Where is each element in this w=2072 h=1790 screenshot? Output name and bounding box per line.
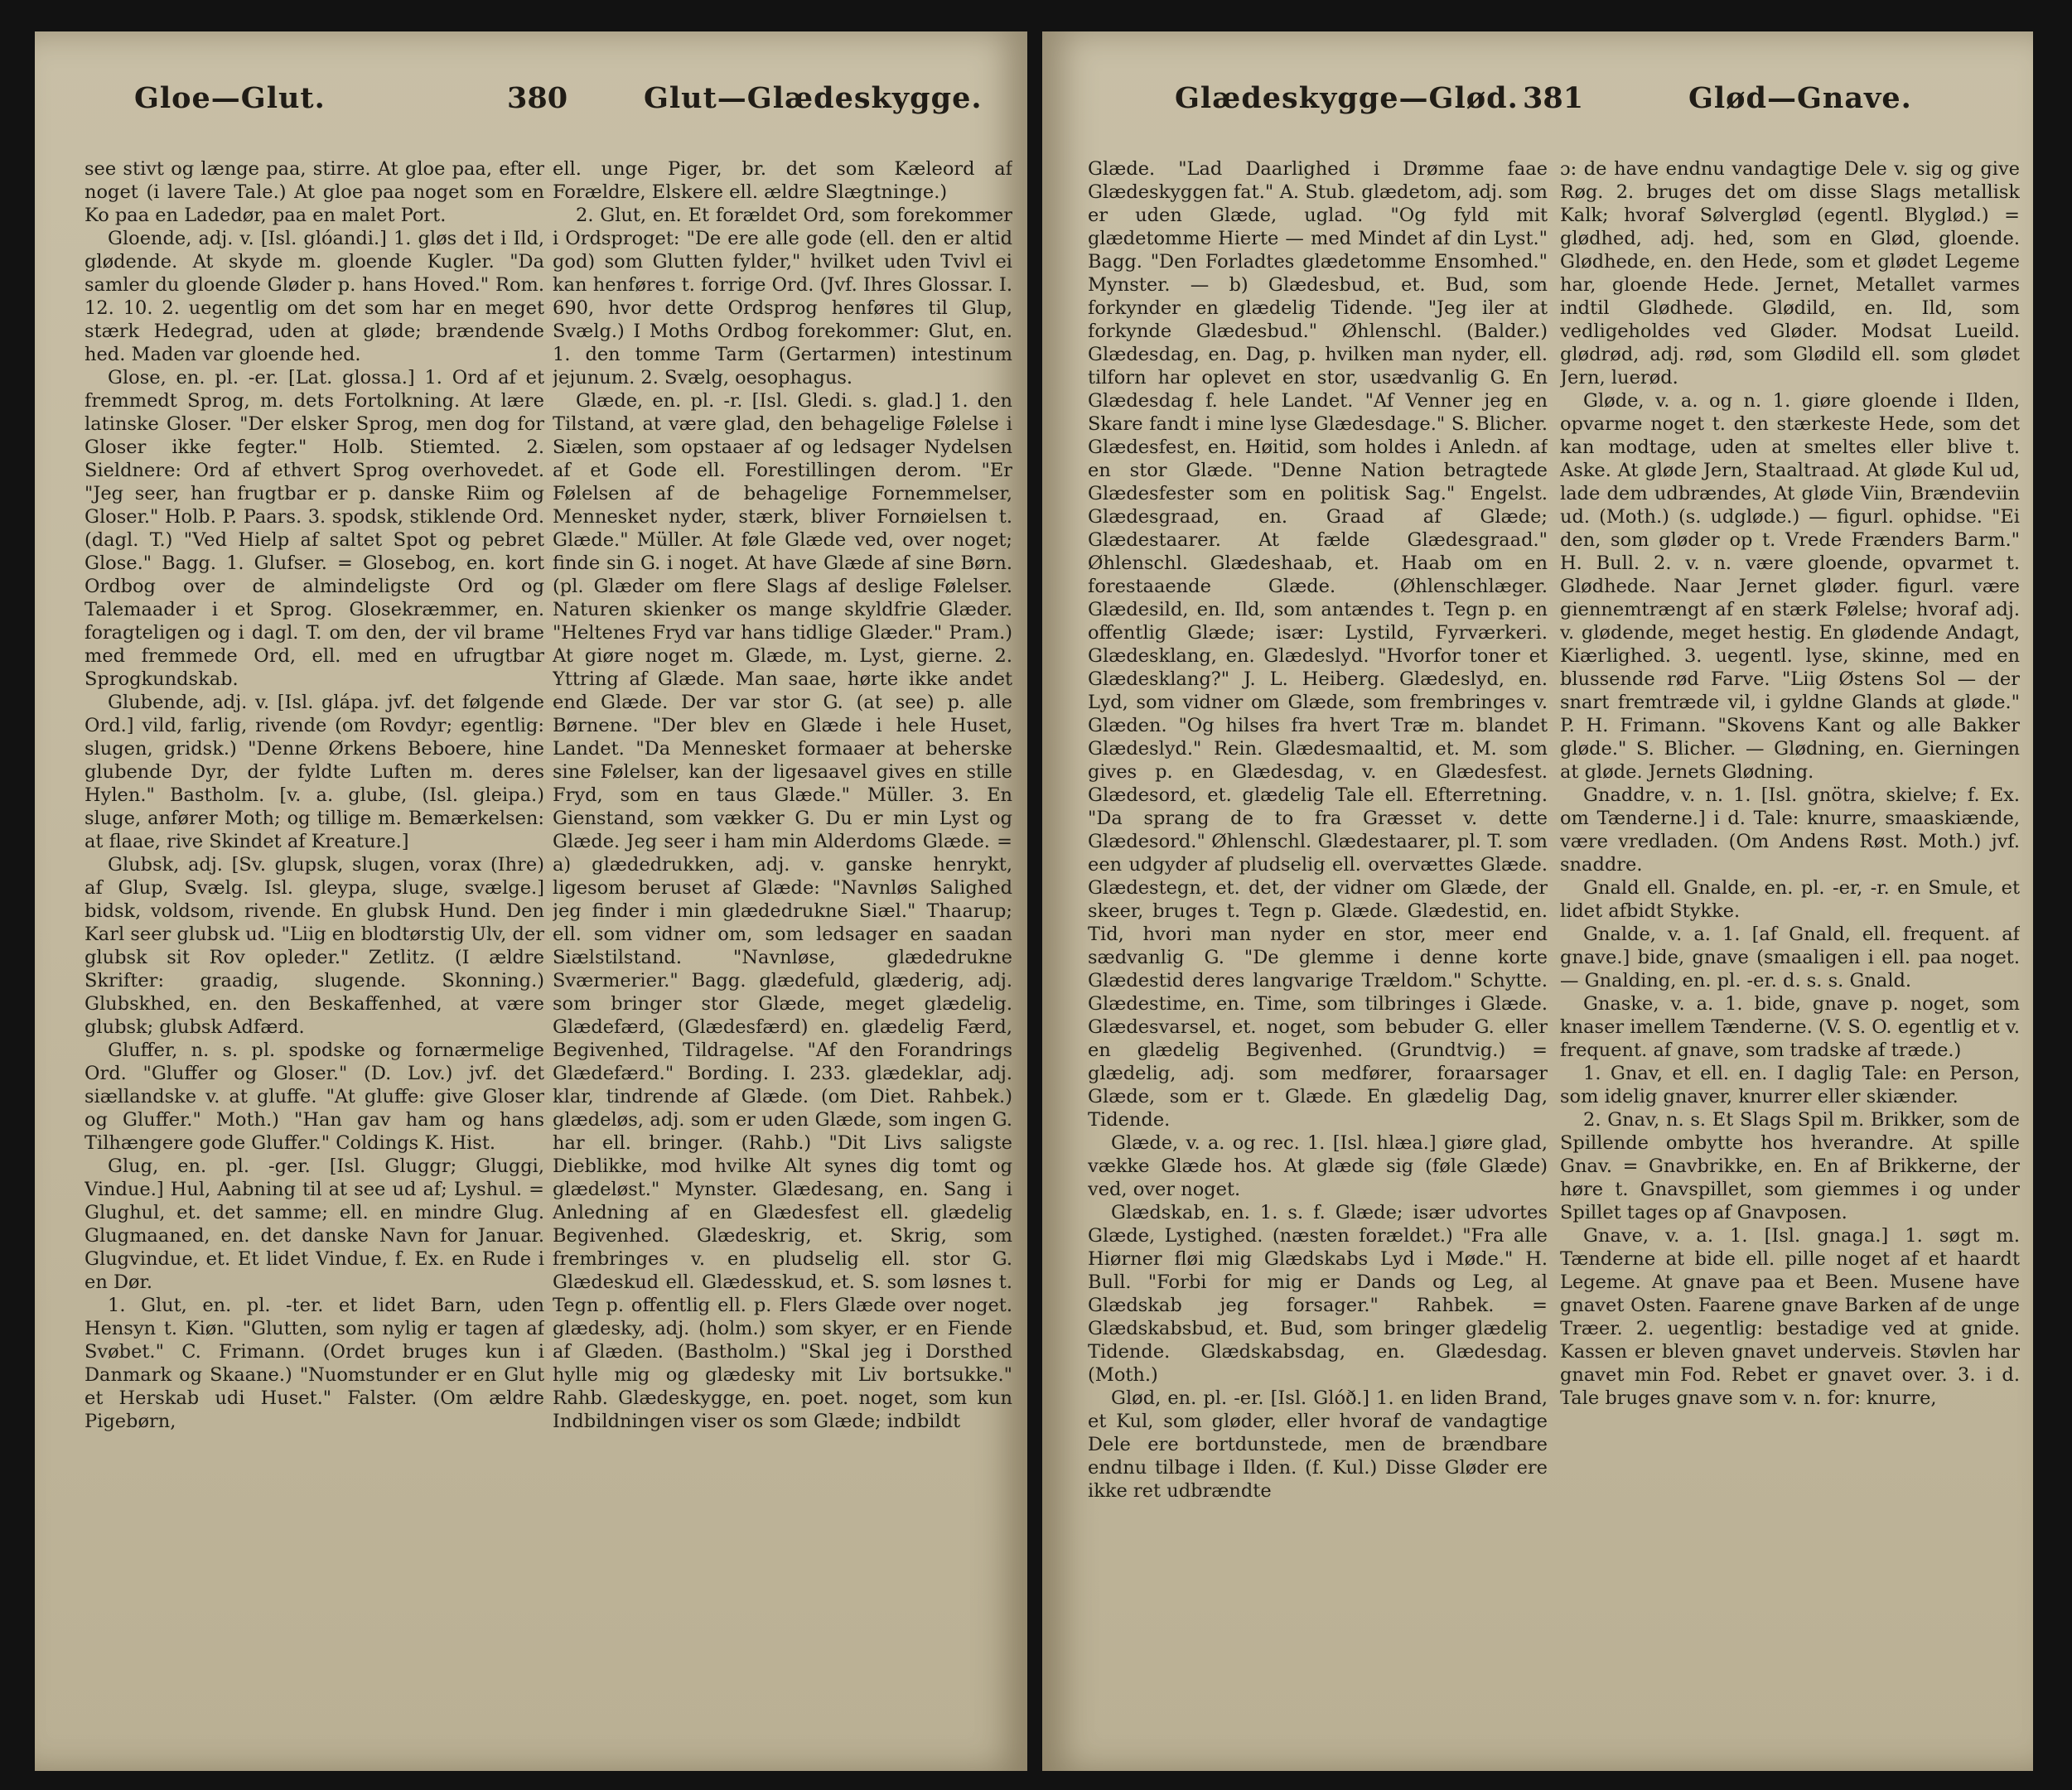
entry-paragraph: Gnave, v. a. 1. [Isl. gnaga.] 1. søgt m. Tænderne at bide ell. pille noget af et haardt Legeme. At gnave paa et Been. Musene have gnavet Osten. Faarene gnave Barken af de unge Træer. 2. uegentlig: bestadige ved at gnide. Kassen er bleven gnavet underveis. Støvlen har gnavet min Fod. Rebet er gnavet over. 3. i d. Tale bruges gnave som v. n. for: knurre, [1560, 1225, 2020, 1409]
entry-paragraph: Gloende, adj. v. [Isl. glóandi.] 1. gløs det i Ild, glødende. At skyde m. gloende Kugler. "Da samler du gloende Gløder p. hans Hoved." Rom. 12. 10. 2. uegentlig om det som har en meget stærk Hedegrad, uden at gløde; brændende hed. Maden var gloende hed. [85, 228, 544, 365]
entry-paragraph: Glæde. "Lad Daarlighed i Drømme faae Glædeskyggen fat." A. Stub. glædetom, adj. som er uden Glæde, uglad. "Og fyld mit glædetomme Hierte — med Mindet af din Lyst." Bagg. "Den Forladtes glædetomme Ensomhed." Mynster. — b) Glædesbud, et. Bud, som forkynder en glædelig Tidende. "Jeg iler at forkynde Glædesbud." Øhlenschl. (Balder.) Glædesdag, en. Dag, p. hvilken man nyder, ell. tilforn har oplevet en stor, usædvanlig G. En Glædesdag f. hele Landet. "Af Venner jeg en Skare fandt i mine lyse Glædesdage." S. Blicher. Glædesfest, en. Høitid, som holdes i Anledn. af en stor Glæde. "Denne Nation betragtede Glædesfester som en politisk Sag." Engelst. Glædesgraad, en. Graad af Glæde; Glædestaarer. At fælde Glædesgraad." Øhlenschl. Glædeshaab, et. Haab om en forestaaende Glæde. (Øhlenschlæger. Glædesild, en. Ild, som antændes t. Tegn p. en offentlig Glæde; især: Lystild, Fyrværkeri. Glædesklang, en. Glædeslyd. "Hvorfor toner et Glædesklang?" J. L. Heiberg. Glædeslyd, en. Lyd, som vidner om Glæde, som frembringes v. Glæden. "Og hilses fra hvert Træ m. blandet Glædeslyd." Rein. Glædesmaaltid, et. M. som gives p. en Glædesdag, v. en Glædesfest. Glædesord, et. glædelig Tale ell. Efterretning. "Da sprang de to fra Græsset v. dette Glædesord." Øhlenschl. Glædestaarer, pl. T. som een udgyder af pludselig ell. overvættes Glæde. Glædestegn, et. det, der vidner om Glæde, der skeer, bruges t. Tegn p. Glæde. Glædestid, en. Tid, hvori man nyder en stor, meer end sædvanlig G. "De glemme i denne korte Glædestid deres langvarige Trældom." Schytte. Glædestime, en. Time, som tilbringes i Glæde. Glædesvarsel, et. noget, som bebuder G. eller en glædelig Begivenhed. (Grundtvig.) = glædelig, adj. som medfører, foraarsager Glæde, som er t. Glæde. En glædelig Dag, Tidende. [1088, 158, 1548, 1131]
right-header-headword-first: Glædeskygge—Glød. [1175, 81, 1519, 115]
right-header-headword-last: Glød—Gnave. [1688, 81, 1912, 115]
entry-paragraph: ɔ: de have endnu vandagtige Dele v. sig og give Røg. 2. bruges det om disse Slags metallisk Kalk; hvoraf Sølverglød (egentl. Blyglød.) = glødhed, adj. hed, som en Glød, gloende. Glødhede, en. den Hede, som et glødet Legeme har, gloende Hede. Jernet, Metallet varmes indtil Glødhede. Glødild, en. Ild, som vedligeholdes ved Gløder. Modsat Lueild. glødrød, adj. rød, som Glødild ell. som glødet Jern, luerød. [1560, 158, 2020, 388]
left-header-headword-first: Gloe—Glut. [134, 81, 326, 115]
entry-paragraph: 1. Glut, en. pl. -ter. et lidet Barn, uden Hensyn t. Kiøn. "Glutten, som nylig er tagen af Svøbet." C. Frimann. (Ordet bruges kun i Danmark og Skaane.) "Nuomstunder er en Glut et Herskab udi Huset." Falster. (Om ældre Pigebørn, [85, 1295, 544, 1432]
left-page-number: 380 [507, 81, 568, 115]
entry-paragraph: Gnald ell. Gnalde, en. pl. -er, -r. en Smule, et lidet afbidt Stykke. [1560, 877, 2020, 922]
entry-paragraph: Gluffer, n. s. pl. spodske og fornærmelige Ord. "Gluffer og Gloser." (D. Lov.) jvf. det siællandske v. at gluffe. "At gluffe: give Gloser og Gluffer." Moth.) "Han gav ham og hans Tilhængere gode Gluffer." Coldings K. Hist. [85, 1040, 544, 1154]
entry-paragraph: Gnaddre, v. n. 1. [Isl. gnötra, skielve; f. Ex. om Tænderne.] i d. Tale: knurre, smaaskiænde, være vredladen. (Om Andens Røst. Moth.) jvf. snaddre. [1560, 784, 2020, 876]
right-page-number: 381 [1523, 81, 1584, 115]
entry-paragraph: 1. Gnav, et ell. en. I daglig Tale: en Person, som idelig gnaver, knurrer eller skiænder. [1560, 1063, 2020, 1107]
entry-paragraph: Glædskab, en. 1. s. f. Glæde; især udvortes Glæde, Lystighed. (næsten forældet.) "Fra alle Hiørner fløi mig Glædskabs Lyd i Møde." H. Bull. "Forbi for mig er Dands og Leg, al Glædskab jeg forsager." Rahbek. = Glædskabsbud, et. Bud, som bringer glædelig Tidende. Glædskabsdag, en. Glædesdag. (Moth.) [1088, 1202, 1548, 1386]
right-column-2 [1560, 157, 2020, 1731]
right-page-header [1042, 81, 2033, 147]
entry-paragraph: Glubsk, adj. [Sv. glupsk, slugen, vorax (Ihre) af Glup, Svælg. Isl. gleypa, sluge, svælge.] bidsk, voldsom, rivende. En glubsk Hund. Den Karl seer glubsk ud. "Liig en blodtørstig Ulv, der glubsk sit Rov opleder." Zetlitz. (I ældre Skrifter: graadig, slugende. Skonning.) Glubskhed, en. den Beskaffenhed, at være glubsk; glubsk Adfærd. [85, 854, 544, 1038]
entry-paragraph: see stivt og længe paa, stirre. At gloe paa, efter noget (i lavere Tale.) At gloe paa noget som en Ko paa en Ladedør, paa en malet Port. [85, 158, 544, 226]
left-column-2 [553, 157, 1012, 1731]
entry-paragraph: Glug, en. pl. -ger. [Isl. Gluggr; Gluggi, Vindue.] Hul, Aabning til at see ud af; Lyshul. = Glughul, et. det samme; ell. en mindre Glug. Glugmaaned, en. det danske Navn for Januar. Glugvindue, et. Et lidet Vindue, f. Ex. en Rude i en Dør. [85, 1156, 544, 1293]
entry-paragraph: Gløde, v. a. og n. 1. giøre gloende i Ilden, opvarme noget t. den stærkeste Hede, som det kan modtage, uden at smeltes eller blive t. Aske. At gløde Jern, Staaltraad. At gløde Kul ud, lade dem udbrændes, At gløde Viin, Brændeviin ud. (Moth.) (s. udgløde.) — figurl. ophidse. "Ei den, som gløder op t. Vrede Frænders Barm." H. Bull. 2. v. n. være gloende, opvarmet t. Glødhede. Naar Jernet gløder. figurl. være giennemtrængt af en stærk Følelse; hvoraf adj. v. glødende, meget hestig. En glødende Andagt, Kiærlighed. 3. uegentl. lyse, skinne, med en blussende rød Farve. "Liig Østens Sol — der snart fremtræde vil, i gyldne Glands at gløde." P. H. Frimann. "Skovens Kant og alle Bakker gløde." S. Blicher. — Glødning, en. Gierningen at gløde. Jernets Glødning. [1560, 390, 2020, 783]
entry-paragraph: Glød, en. pl. -er. [Isl. Glóð.] 1. en liden Brand, et Kul, som gløder, eller hvoraf de vandagtige Dele ere bortdunstede, men de brændbare endnu tilbage i Ilden. (f. Kul.) Disse Gløder ere ikke ret udbrændte [1088, 1387, 1548, 1502]
entry-paragraph: ell. unge Piger, br. det som Kæleord af Forældre, Elskere ell. ældre Slægtninge.) [553, 158, 1012, 203]
entry-paragraph: 2. Glut, en. Et forældet Ord, som forekommer i Ordsproget: "De ere alle gode (ell. den er altid god) som Glutten fylder," hvilket uden Tvivl ei kan henføres t. forrige Ord. (Jvf. Ihres Glossar. I. 690, hvor dette Ordsprog henføres til Glup, Svælg.) I Moths Ordbog forekommer: Glut, en. 1. den tomme Tarm (Gertarmen) intestinum jejunum. 2. Svælg, oesophagus. [553, 205, 1012, 388]
entry-paragraph: Glose, en. pl. -er. [Lat. glossa.] 1. Ord af et fremmedt Sprog, m. dets Fortolkning. At lære latinske Gloser. "Der elsker Sprog, men dog for Gloser ikke fegter." Holb. Stiemted. 2. Sieldnere: Ord af ethvert Sprog overhovedet. "Jeg seer, han frugtbar er p. danske Riim og Gloser." Holb. P. Paars. 3. spodsk, stiklende Ord. (dagl. T.) "Ved Hielp af saltet Spot og pebret Glose." Bagg. 1. Glufser. = Glosebog, en. kort Ordbog over de almindeligste Ord og Talemaader i et Sprog. Glosekræmmer, en. foragteligen og i dagl. T. om den, der vil brame med fremmede Ord, ell. med en ufrugtbar Sprogkundskab. [85, 367, 544, 690]
left-column-1 [85, 157, 544, 1731]
entry-paragraph: Glubende, adj. v. [Isl. glápa. jvf. det følgende Ord.] vild, farlig, rivende (om Rovdyr; egentlig: slugen, gridsk.) "Denne Ørkens Beboere, hine glubende Dyr, der fyldte Luften m. deres Hylen." Bastholm. [v. a. glube, (Isl. gleipa.) sluge, anfører Moth; og tillige m. Bemærkelsen: at flaae, rive Skindet af Kreature.] [85, 692, 544, 852]
left-page [35, 31, 1027, 1771]
left-header-headword-last: Glut—Glædeskygge. [644, 81, 983, 115]
right-page [1042, 31, 2033, 1771]
right-column-1 [1088, 157, 1548, 1731]
entry-paragraph: Glæde, en. pl. -r. [Isl. Gledi. s. glad.] 1. den Tilstand, at være glad, den behagelige Følelse i Siælen, som opstaaer af og ledsager Nydelsen af et Gode ell. Forestillingen derom. "Er Følelsen af de behagelige Fornemmelser, Mennesket nyder, stærk, bliver Fornøielsen t. Glæde." Müller. At føle Glæde ved, over noget; finde sin G. i noget. At have Glæde af sine Børn. (pl. Glæder om flere Slags af deslige Følelser. Naturen skienker os mange skyldfrie Glæder. "Heltenes Fryd var hans tidlige Glæder." Pram.) At giøre noget m. Glæde, m. Lyst, gierne. 2. Yttring af Glæde. Man saae, hørte ikke andet end Glæde. Der var stor G. (at see) p. alle Børnene. "Der blev en Glæde i hele Huset, Landet. "Da Mennesket formaaer at beherske sine Følelser, kan der ligesaavel gives en stille Fryd, som en taus Glæde." Müller. 3. En Gienstand, som vækker G. Du er min Lyst og Glæde. Jeg seer i ham min Alderdoms Glæde. = a) glædedrukken, adj. v. ganske henrykt, ligesom beruset af Glæde: "Navnløs Salighed jeg finder i min glædedrukne Siæl." Thaarup; ell. som vidner om, som ledsager en saadan Siælstilstand. "Navnløse, glædedrukne Sværmerier." Bagg. glædefuld, glæderig, adj. som bringer stor Glæde, meget glædelig. Glædefærd, (Glædesfærd) en. glædelig Færd, Begivenhed, Tildragelse. "Af den Forandrings Glædefærd." Bording. I. 233. glædeklar, adj. klar, tindrende af Glæde. (om Diet. Rahbek.) glædeløs, adj. som er uden Glæde, som ingen G. har ell. bringer. (Rahb.) "Dit Livs saligste Dieblikke, mod hvilke Alt synes dig tomt og glædeløst." Mynster. Glædesang, en. Sang i Anledning af en Glædesfest ell. glædelig Begivenhed. Glædeskrig, et. Skrig, som frembringes v. en pludselig ell. stor G. Glædeskud ell. Glædesskud, et. S. som løsnes t. Tegn p. offentlig ell. p. Flers Glæde over noget. glædesky, adj. (holm.) som skyer, er en Fiende af Glæden. (Bastholm.) "Skal jeg i Dorsthed hylle mig og glædesky mit Liv bortsukke." Rahb. Glædeskygge, en. poet. noget, som kun Indbildningen viser os som Glæde; indbildt [553, 390, 1012, 1432]
left-page-header [35, 81, 1027, 147]
entry-paragraph: Glæde, v. a. og rec. 1. [Isl. hlæa.] giøre glad, vække Glæde hos. At glæde sig (føle Glæde) ved, over noget. [1088, 1132, 1548, 1200]
entry-paragraph: Gnaske, v. a. 1. bide, gnave p. noget, som knaser imellem Tænderne. (V. S. O. egentlig et v. frequent. af gnave, som tradske af træde.) [1560, 993, 2020, 1061]
entry-paragraph: 2. Gnav, n. s. Et Slags Spil m. Brikker, som de Spillende ombytte hos hverandre. At spille Gnav. = Gnavbrikke, en. En af Brikkerne, der høre t. Gnavspillet, som giemmes i og under Spillet tages op af Gnavposen. [1560, 1109, 2020, 1223]
entry-paragraph: Gnalde, v. a. 1. [af Gnald, ell. frequent. af gnave.] bide, gnave (smaaligen i ell. paa noget. — Gnalding, en. pl. -er. d. s. s. Gnald. [1560, 924, 2020, 991]
